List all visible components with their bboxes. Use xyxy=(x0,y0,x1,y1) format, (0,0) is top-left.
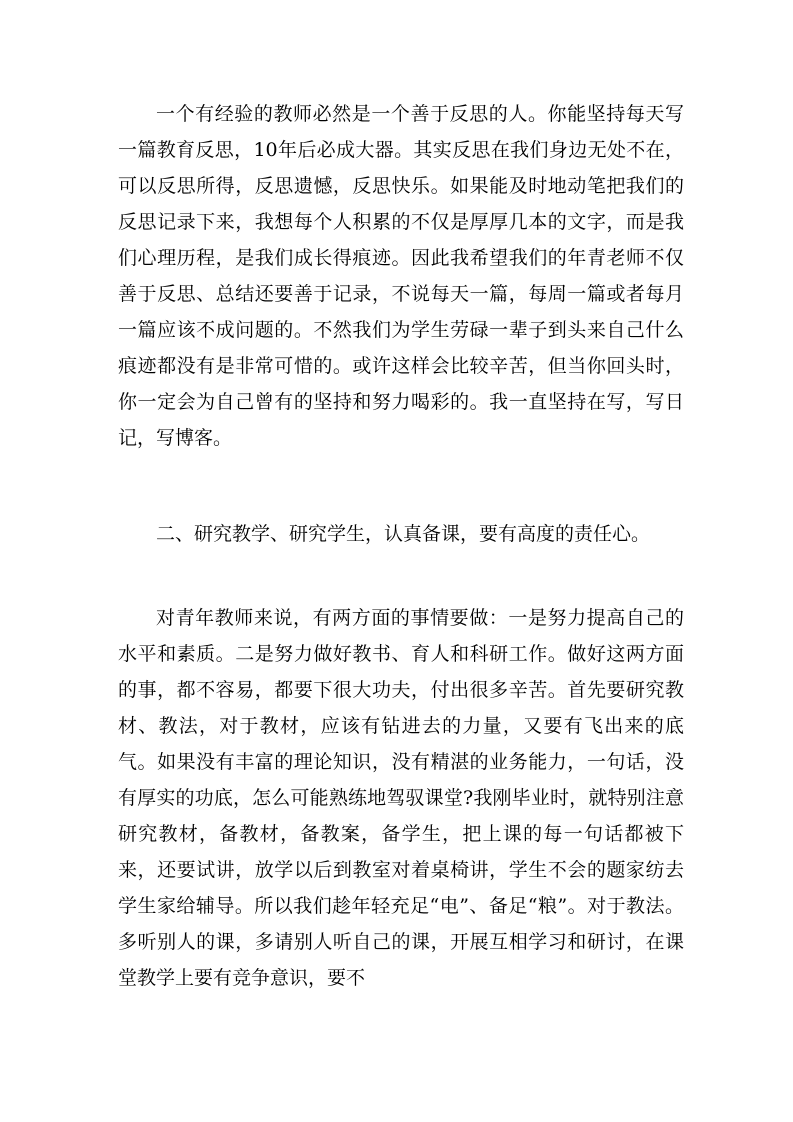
body-paragraph-reflection: 一个有经验的教师必然是一个善于反思的人。你能坚持每天写一篇教育反思，10年后必成大器。其实反思在我们身边无处不在，可以反思所得，反思遗憾，反思快乐。如果能及时地动笔把我们的反思记录下来，我想每个人积累的不仅是厚厚几本的文字，而是我们心理历程，是我们成长得痕迹。因此我希望我们的年青老师不仅善于反思、总结还要善于记录，不说每天一篇，每周一篇或者每月一篇应该不成问题的。不然我们为学生劳碌一辈子到头来自己什么痕迹都没有是非常可惜的。或许这样会比较辛苦，但当你回头时，你一定会为自己曾有的坚持和努力喝彩的。我一直坚持在写，写日记，写博客。 xyxy=(118,103,684,449)
section-heading-research-teaching: 二、研究教学、研究学生，认真备课，要有高度的责任心。 xyxy=(156,523,651,545)
body-paragraph-young-teachers: 对青年教师来说，有两方面的事情要做：一是努力提高自己的水平和素质。二是努力做好教书、育人和科研工作。做好这两方面的事，都不容易，都要下很大功夫，付出很多辛苦。首先要研究教材、教法，对于教材，应该有钻进去的力量，又要有飞出来的底气。如果没有丰富的理论知识，没有精湛的业务能力，一句话，没有厚实的功底，怎么可能熟练地驾驭课堂?我刚毕业时，就特别注意研究教材，备教材，备教案，备学生，把上课的每一句话都被下来，还要试讲，放学以后到教室对着桌椅讲，学生不会的题家纺去学生家给辅导。所以我们趁年轻充足“电”、备足“粮”。对于教法。多听别人的课，多请别人听自己的课，开展互相学习和研讨，在课堂教学上要有竞争意识，要不 xyxy=(118,607,684,989)
